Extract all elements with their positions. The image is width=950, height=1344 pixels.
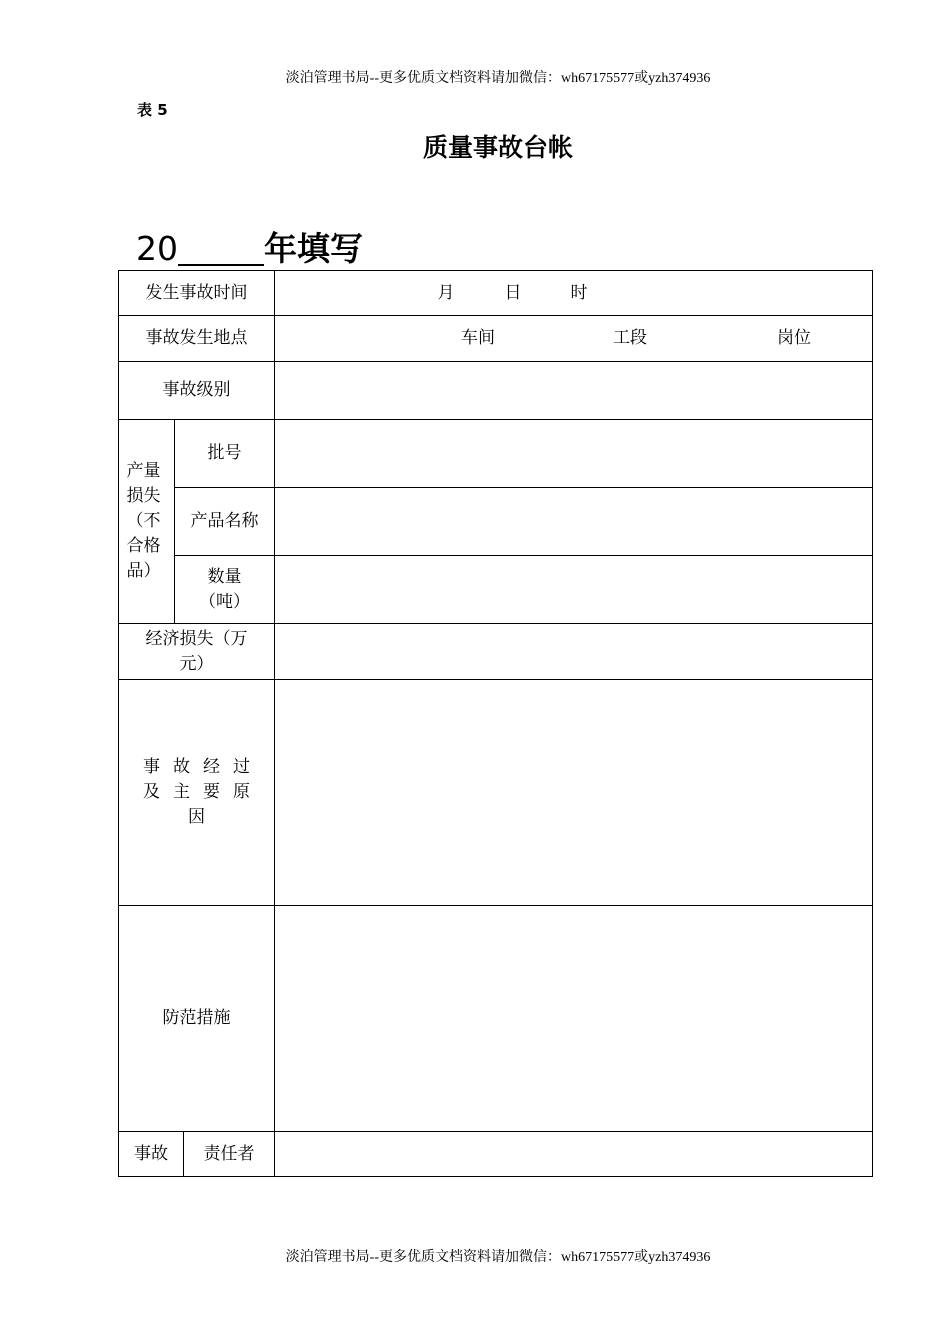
accident-process-text: 事故经过 <box>143 757 263 777</box>
economic-loss-label <box>119 624 274 679</box>
accident-label: 事故 <box>134 1143 168 1164</box>
table-rule <box>174 487 873 488</box>
accident-level-label: 事故级别 <box>162 380 231 400</box>
table-rule <box>174 555 873 556</box>
production-loss-label <box>119 420 174 623</box>
table-border-right <box>872 270 873 1177</box>
production-loss-text: 合格 <box>126 536 161 556</box>
production-loss-text: 产量 <box>126 461 161 481</box>
accident-hour-label: 时 <box>570 282 588 303</box>
main-cause-text: 及主要原因 <box>143 782 263 827</box>
batch-number-label: 批号 <box>207 443 242 463</box>
economic-loss-text: 经济损失（万 <box>145 628 248 649</box>
table-column-rule <box>274 270 275 1177</box>
table-border-bottom <box>118 1176 873 1177</box>
production-loss-text: 品） <box>126 561 161 581</box>
product-name-label: 产品名称 <box>190 511 259 531</box>
economic-loss-text: 元） <box>179 653 214 674</box>
section-label: 工段 <box>613 328 647 348</box>
table-label: 表 5 <box>137 101 168 119</box>
quantity-text: 数量 <box>207 566 242 587</box>
production-loss-text: （不 <box>126 511 161 531</box>
header-note: 淡泊管理书局--更多优质文档资料请加微信：wh67175577或yzh374936 <box>285 71 711 86</box>
workshop-label: 车间 <box>461 328 495 348</box>
footer-note: 淡泊管理书局--更多优质文档资料请加微信：wh67175577或yzh374936 <box>285 1250 711 1265</box>
accident-process-label <box>119 680 274 905</box>
prevention-measures-label: 防范措施 <box>162 1008 231 1028</box>
accident-day-label: 日 <box>504 282 522 303</box>
accident-time-label: 发生事故时间 <box>145 282 248 303</box>
year-prefix: 20 <box>136 229 178 268</box>
page-title: 质量事故台帐 <box>422 133 573 162</box>
quantity-label <box>175 556 274 623</box>
year-suffix: 年填写 <box>264 229 363 268</box>
responsible-person-label: 责任者 <box>203 1143 255 1164</box>
production-loss-text: 损失 <box>126 486 161 506</box>
post-label: 岗位 <box>777 328 811 348</box>
accident-place-label: 事故发生地点 <box>145 328 248 348</box>
quantity-unit-text: （吨） <box>199 591 250 612</box>
accident-month-label: 月 <box>437 282 455 303</box>
